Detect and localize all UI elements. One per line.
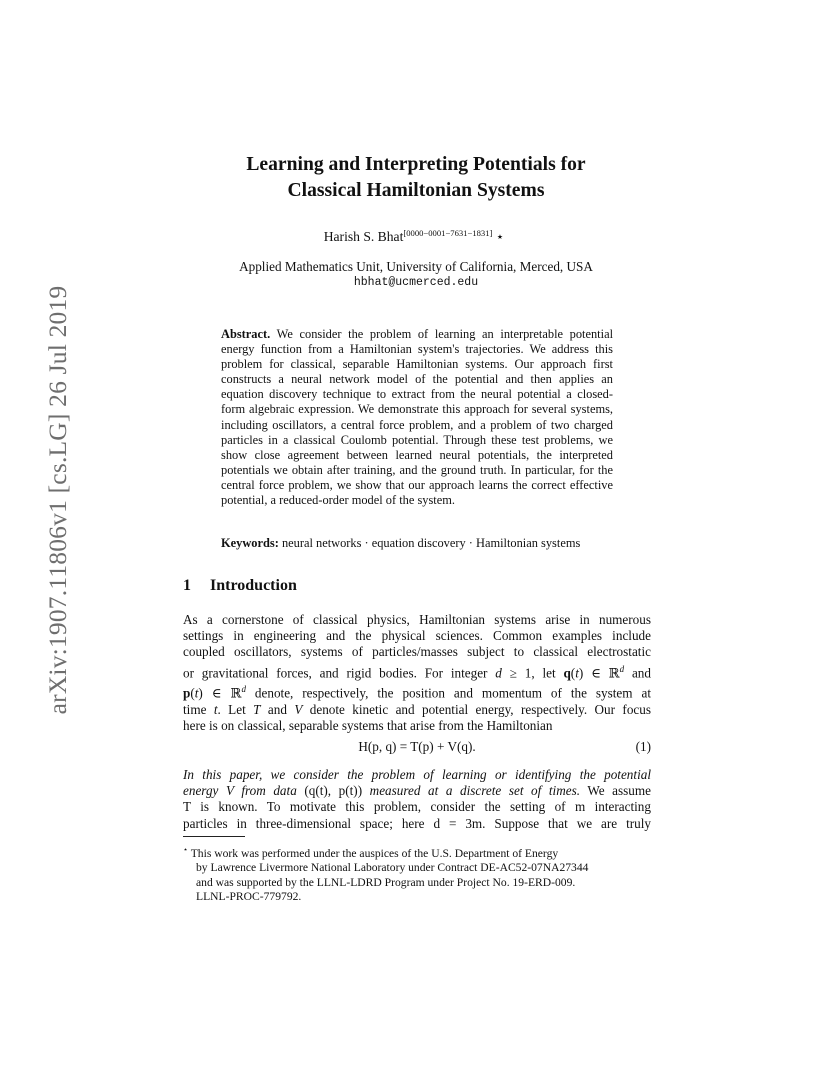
author-name: Harish S. Bhat — [323, 229, 404, 244]
title-line-2: Classical Hamiltonian Systems — [287, 180, 545, 201]
paper-title — [0, 152, 828, 204]
author-email[interactable]: hbhat@ucmerced.edu — [353, 276, 479, 289]
abstract-label: Abstract. — [221, 327, 271, 341]
intro-line: or gravitational forces, and rigid bodies. For integer d ≥ 1, let q(t) ∈ ℝ$^d$ and — [183, 663, 651, 680]
author-line — [0, 228, 828, 245]
problem-line: T is known. To motivate this problem, consider the setting of m interacting — [183, 799, 651, 815]
intro-line: here is on classical, separable systems that arise from the Hamiltonian — [183, 718, 553, 733]
section-title: Introduction — [210, 577, 297, 594]
intro-line: As a cornerstone of classical physics, Hamiltonian systems arise in numerous — [183, 612, 651, 627]
arxiv-side-stamp: arXiv:1907.11806v1 [cs.LG] 26 Jul 2019 — [43, 285, 72, 715]
footnote-line: LLNL-PROC-779792. — [196, 890, 302, 904]
section-heading — [183, 577, 297, 595]
footnote-line: by Lawrence Livermore National Laboratory under Contract DE-AC52-07NA27344 — [196, 861, 589, 875]
keywords-text: neural networks · equation discovery · Hamiltonian systems — [281, 536, 581, 550]
footnote-line: and was supported by the LLNL-LDRD Program under Project No. 19-ERD-009. — [196, 875, 576, 889]
problem-line: energy V from data (q(t), p(t)) measured at a discrete set of times. We assume — [183, 783, 651, 799]
equation-number: (1) — [635, 739, 651, 754]
orcid-id[interactable]: [0000−0001−7631−1831] — [403, 228, 493, 238]
footnote — [183, 843, 651, 904]
intro-line: time t. Let T and V denote kinetic and potential energy, respectively. Our focus — [183, 701, 651, 717]
title-line-1: Learning and Interpreting Potentials for — [246, 154, 586, 175]
abstract-text: We consider the problem of learning an interpretable potential energy function from a Hamiltonian system's trajectories. We address this problem for classical, separable Hamiltonian systems. Our approach first constructs a neural network model of the potential and then applies an equation discovery technique to extract from the neural potential a closed-form algebraic expression. We demonstrate this approach for several systems, including oscillators, a central force problem, and a problem of two charged particles in a classical Coulomb potential. Through these test problems, we show close agreement between learned neural potentials, the interpreted potentials we obtain after training, and the ground truth. In particular, for the central force problem, we show that our approach learns the correct effective potential, a reduced-order model of the system. — [221, 327, 614, 508]
affiliation: Applied Mathematics Unit, University of California, Merced, USA — [239, 259, 593, 274]
intro-paragraph — [183, 612, 651, 734]
keywords — [221, 536, 621, 551]
problem-line: In this paper, we consider the problem of learning or identifying the potential — [183, 767, 651, 782]
problem-paragraph — [183, 767, 651, 832]
affiliation-block — [0, 259, 828, 291]
equation-body: H(p, q) = T(p) + V(q). — [358, 739, 476, 754]
author-footnote-mark: ⋆ — [495, 229, 505, 244]
section-number: 1 — [183, 577, 191, 594]
footnote-line: ⋆ This work was performed under the auspices of the U.S. Department of Energy — [183, 845, 559, 860]
keywords-label: Keywords: — [221, 536, 279, 550]
problem-line: particles in three-dimensional space; here d = 3m. Suppose that we are truly — [183, 815, 651, 831]
abstract — [221, 327, 613, 508]
intro-line: p(t) ∈ ℝ$^d$ denote, respectively, the position and momentum of the system at — [183, 684, 651, 701]
intro-line: coupled oscillators, systems of particles/masses subject to classical electrostatic — [183, 644, 651, 660]
footnote-rule — [183, 836, 245, 837]
intro-line: settings in engineering and the physical sciences. Common examples include — [183, 628, 651, 644]
